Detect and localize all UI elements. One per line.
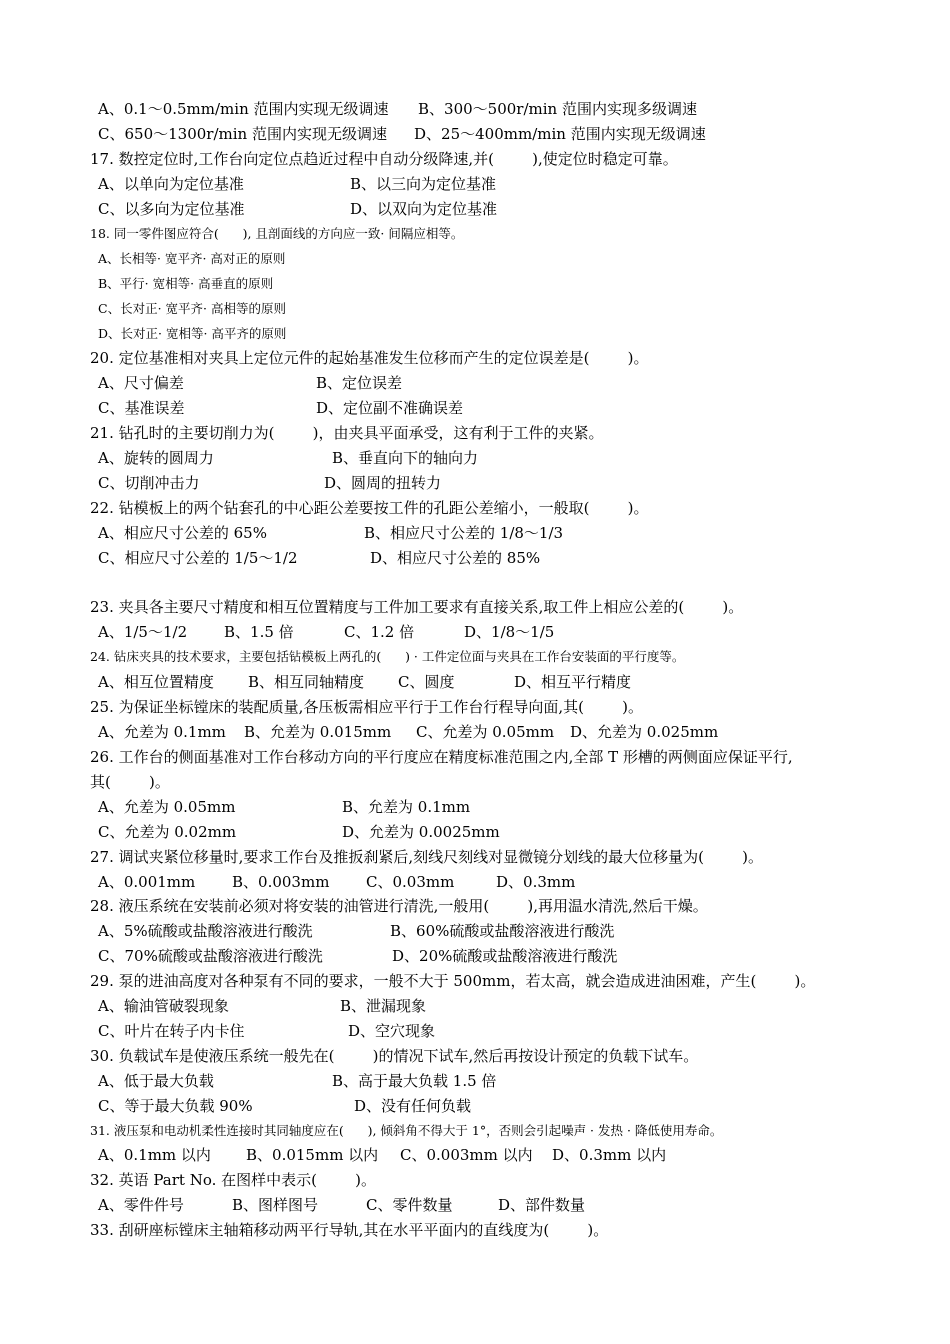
question-24 (90, 647, 685, 667)
option-b: B、允差为 0.1mm (342, 798, 471, 816)
option-a: A、相应尺寸公差的 65% (98, 524, 267, 542)
option-a: A、0.1～0.5mm/min 范围内实现无级调速 (98, 100, 389, 118)
option-d: D、相应尺寸公差的 85% (370, 549, 541, 567)
option-c: C、圆度 (398, 673, 455, 691)
option-b: B、相应尺寸公差的 1/8～1/3 (364, 524, 564, 542)
option-d: D、允差为 0.0025mm (342, 823, 500, 841)
option-d: D、长对正· 宽相等· 高平齐的原则 (98, 326, 287, 341)
question-30 (90, 1046, 699, 1066)
option-d: D、空穴现象 (348, 1022, 436, 1040)
option-b: B、以三向为定位基准 (350, 175, 497, 193)
answer-options-line (98, 174, 497, 194)
option-d: D、以双向为定位基准 (350, 200, 498, 218)
option-d: D、允差为 0.025mm (570, 723, 719, 741)
option-a: A、旋转的圆周力 (98, 449, 214, 467)
option-d: D、20%硫酸或盐酸溶液进行酸洗 (392, 947, 618, 965)
option-c: C、650～1300r/min 范围内实现无级调速 (98, 125, 387, 143)
question-text: 26. 工作台的侧面基准对工作台移动方向的平行度应在精度标准范围之内,全部 T 形槽的两侧面应保证平行, (90, 748, 793, 766)
question-text: 21. 钻孔时的主要切削力为( )，由夹具平面承受，这有利于工件的夹紧。 (90, 424, 604, 442)
option-a: A、1/5～1/2 (98, 623, 188, 641)
option-b: B、平行· 宽相等· 高垂直的原则 (98, 276, 274, 291)
option-a: A、尺寸偏差 (98, 374, 184, 392)
answer-options-line (98, 548, 541, 568)
option-b: B、0.015mm 以内 (246, 1146, 379, 1164)
answer-options-line (98, 872, 576, 892)
option-b: B、60%硫酸或盐酸溶液进行酸洗 (390, 922, 615, 940)
option-b: B、定位误差 (316, 374, 403, 392)
option-c: C、70%硫酸或盐酸溶液进行酸洗 (98, 947, 323, 965)
option-b: B、0.003mm (232, 873, 330, 891)
option-c: C、相应尺寸公差的 1/5～1/2 (98, 549, 298, 567)
question-text: 31. 液压泵和电动机柔性连接时其同轴度应在( ), 倾斜角不得大于 1°，否则会引起噪声 · 发热 · 降低使用寿命。 (90, 1123, 723, 1138)
answer-options-line (98, 448, 479, 468)
question-18 (90, 224, 464, 244)
question-28 (90, 896, 708, 916)
option-d: D、相互平行精度 (514, 673, 632, 691)
answer-option-b (98, 274, 274, 294)
question-21 (90, 423, 604, 443)
option-d: D、25～400mm/min 范围内实现无级调速 (414, 125, 706, 143)
answer-options-line (98, 199, 498, 219)
answer-options-line (98, 946, 618, 966)
question-text: 30. 负载试车是使液压系统一般先在( )的情况下试车,然后再按设计预定的负载下试车。 (90, 1047, 699, 1065)
answer-options-line (98, 398, 464, 418)
question-27 (90, 847, 764, 867)
option-c: C、允差为 0.05mm (416, 723, 555, 741)
question-text: 28. 液压系统在安装前必须对将安装的油管进行清洗,一般用( ),再用温水清洗,然后干燥。 (90, 897, 708, 915)
option-b: B、图样图号 (232, 1196, 319, 1214)
option-a: A、允差为 0.1mm (98, 723, 226, 741)
question-text: 18. 同一零件图应符合( ), 且剖面线的方向应一致· 间隔应相等。 (90, 226, 464, 241)
answer-options-line (98, 822, 500, 842)
question-20 (90, 348, 649, 368)
answer-options-line (98, 996, 427, 1016)
answer-options-line (98, 622, 555, 642)
option-c: C、允差为 0.02mm (98, 823, 237, 841)
option-a: A、长相等· 宽平齐· 高对正的原则 (98, 251, 286, 266)
option-a: A、相互位置精度 (98, 673, 214, 691)
option-d: D、0.3mm 以内 (552, 1146, 667, 1164)
answer-options-line (98, 99, 697, 119)
option-d: D、1/8～1/5 (464, 623, 555, 641)
answer-options-line (98, 373, 403, 393)
option-c: C、以多向为定位基准 (98, 200, 245, 218)
question-text: 17. 数控定位时,工作台向定位点趋近过程中自动分级降速,并( ),使定位时稳定可靠。 (90, 150, 678, 168)
option-c: C、1.2 倍 (344, 623, 415, 641)
option-a: A、0.1mm 以内 (98, 1146, 211, 1164)
option-a: A、5%硫酸或盐酸溶液进行酸洗 (98, 922, 313, 940)
question-29 (90, 971, 816, 991)
answer-options-line (98, 1071, 497, 1091)
question-26-continued (90, 772, 170, 792)
answer-options-line (98, 523, 564, 543)
question-text: 29. 泵的进油高度对各种泵有不同的要求，一般不大于 500mm，若太高，就会造成进油困难，产生( )。 (90, 972, 816, 990)
option-c: C、零件数量 (366, 1196, 453, 1214)
answer-option-c (98, 299, 286, 319)
answer-options-line (98, 1021, 436, 1041)
question-text: 24. 钻床夹具的技术要求，主要包括钻模板上两孔的( ) · 工件定位面与夹具在工作台安装面的平行度等。 (90, 649, 685, 664)
option-d: D、0.3mm (496, 873, 576, 891)
answer-options-line (98, 1096, 472, 1116)
option-b: B、允差为 0.015mm (244, 723, 392, 741)
option-b: B、泄漏现象 (340, 997, 427, 1015)
option-d: D、圆周的扭转力 (324, 474, 442, 492)
option-c: C、长对正· 宽平齐· 高相等的原则 (98, 301, 286, 316)
answer-option-d (98, 324, 287, 344)
answer-options-line (98, 672, 632, 692)
option-b: B、高于最大负载 1.5 倍 (332, 1072, 497, 1090)
option-a: A、零件件号 (98, 1196, 184, 1214)
option-b: B、垂直向下的轴向力 (332, 449, 479, 467)
question-23 (90, 597, 744, 617)
answer-options-line (98, 1195, 586, 1215)
answer-options-line (98, 797, 471, 817)
option-d: D、定位副不准确误差 (316, 399, 464, 417)
answer-options-line (98, 1145, 667, 1165)
answer-options-line (98, 921, 615, 941)
question-26 (90, 747, 793, 767)
option-b: B、相互同轴精度 (248, 673, 365, 691)
question-text: 23. 夹具各主要尺寸精度和相互位置精度与工件加工要求有直接关系,取工件上相应公差的( )。 (90, 598, 744, 616)
question-25 (90, 697, 644, 717)
question-text: 27. 调试夹紧位移量时,要求工作台及推扳刹紧后,刻线尺刻线对显微镜分划线的最大位移量为( )。 (90, 848, 764, 866)
question-text: 其( )。 (90, 773, 170, 791)
option-c: C、0.03mm (366, 873, 455, 891)
question-text: 25. 为保证坐标镗床的装配质量,各压板需相应平行于工作台行程导向面,其( )。 (90, 698, 644, 716)
question-17 (90, 149, 678, 169)
question-22 (90, 498, 649, 518)
option-c: C、基准误差 (98, 399, 185, 417)
option-b: B、1.5 倍 (224, 623, 294, 641)
option-c: C、0.003mm 以内 (400, 1146, 533, 1164)
question-text: 22. 钻模板上的两个钻套孔的中心距公差要按工件的孔距公差缩小，一般取( )。 (90, 499, 649, 517)
question-31 (90, 1121, 723, 1141)
answer-option-a (98, 249, 286, 269)
answer-options-line (98, 473, 442, 493)
option-a: A、输油管破裂现象 (98, 997, 229, 1015)
option-d: D、没有任何负载 (354, 1097, 472, 1115)
option-c: C、等于最大负载 90% (98, 1097, 253, 1115)
option-c: C、叶片在转子内卡住 (98, 1022, 245, 1040)
question-33 (90, 1220, 609, 1240)
question-text: 32. 英语 Part No. 在图样中表示( )。 (90, 1171, 376, 1189)
option-c: C、切削冲击力 (98, 474, 200, 492)
question-32 (90, 1170, 376, 1190)
answer-options-line (98, 722, 719, 742)
option-b: B、300～500r/min 范围内实现多级调速 (418, 100, 697, 118)
option-a: A、以单向为定位基准 (98, 175, 244, 193)
option-a: A、0.001mm (98, 873, 196, 891)
answer-options-line (98, 124, 706, 144)
question-text: 33. 刮研座标镗床主轴箱移动两平行导轨,其在水平平面内的直线度为( )。 (90, 1221, 609, 1239)
option-d: D、部件数量 (498, 1196, 586, 1214)
option-a: A、低于最大负载 (98, 1072, 214, 1090)
question-text: 20. 定位基准相对夹具上定位元件的起始基准发生位移而产生的定位误差是( )。 (90, 349, 649, 367)
option-a: A、允差为 0.05mm (98, 798, 236, 816)
